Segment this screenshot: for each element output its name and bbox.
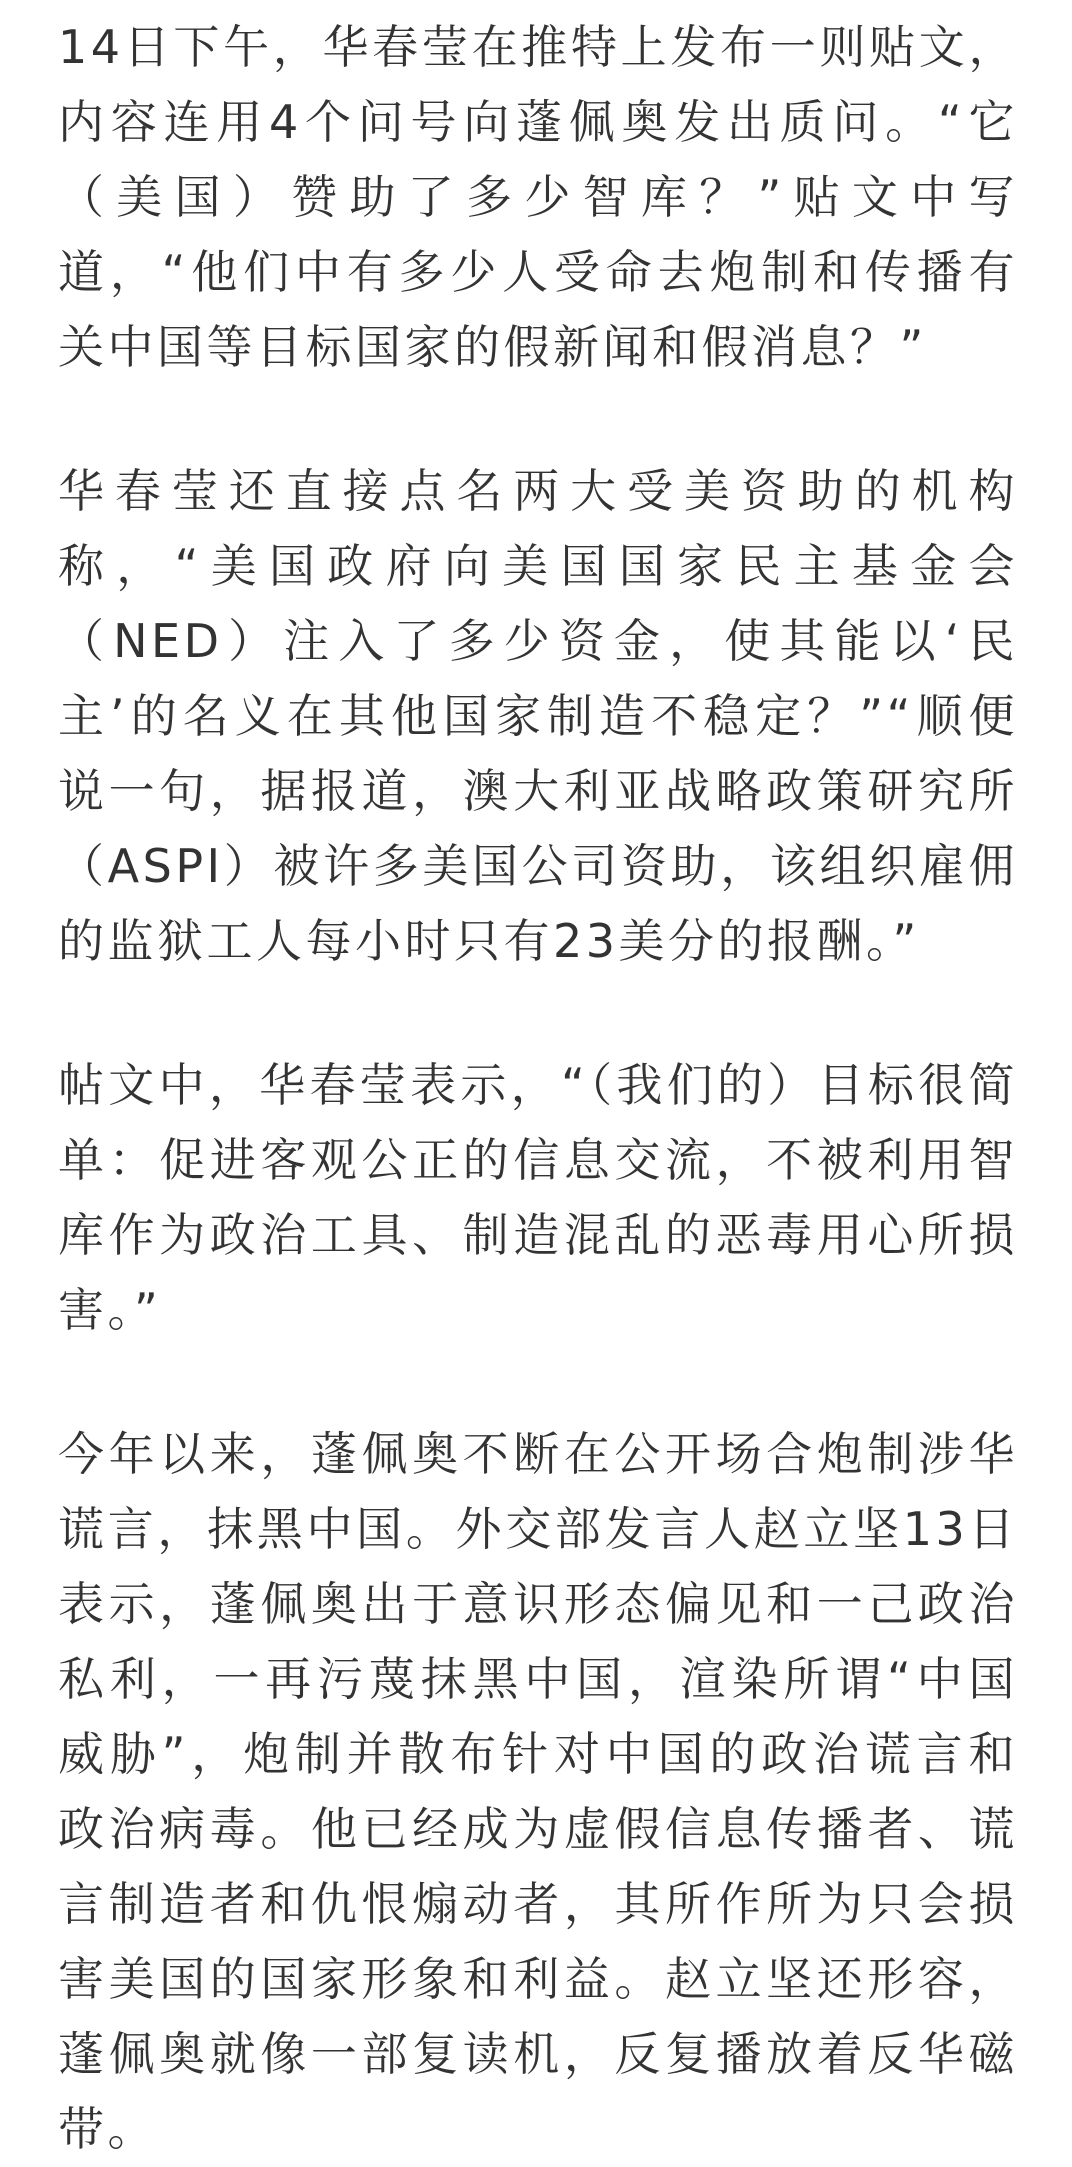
article-body [58, 10, 1018, 2167]
article-paragraph: 帖文中，华春莹表示，“（我们的）目标很简单：促进客观公正的信息交流，不被利用智库作为政治工具、制造混乱的恶毒用心所损害。” [58, 1058, 1018, 1337]
article-paragraph: 今年以来，蓬佩奥不断在公开场合炮制涉华谎言，抹黑中国。外交部发言人赵立坚13日表示，蓬佩奥出于意识形态偏见和一己政治私利，一再污蔑抹黑中国，渲染所谓“中国威胁”，炮制并散布针对中国的政治谎言和政治病毒。他已经成为虚假信息传播者、谎言制造者和仇恨煽动者，其所作所为只会损害美国的国家形象和利益。赵立坚还形容，蓬佩奥就像一部复读机，反复播放着反华磁带。 [58, 1427, 1018, 2156]
article-paragraph: 华春莹还直接点名两大受美资助的机构称，“美国政府向美国国家民主基金会（NED）注入了多少资金，使其能以‘民主’的名义在其他国家制造不稳定？”“顺便说一句，据报道，澳大利亚战略政策研究所（ASPI）被许多美国公司资助，该组织雇佣的监狱工人每小时只有23美分的报酬。” [58, 464, 1018, 968]
article-paragraph: 14日下午，华春莹在推特上发布一则贴文，内容连用4个问号向蓬佩奥发出质问。“它（美国）赞助了多少智库？”贴文中写道，“他们中有多少人受命去炮制和传播有关中国等目标国家的假新闻和假消息？” [58, 20, 1018, 374]
